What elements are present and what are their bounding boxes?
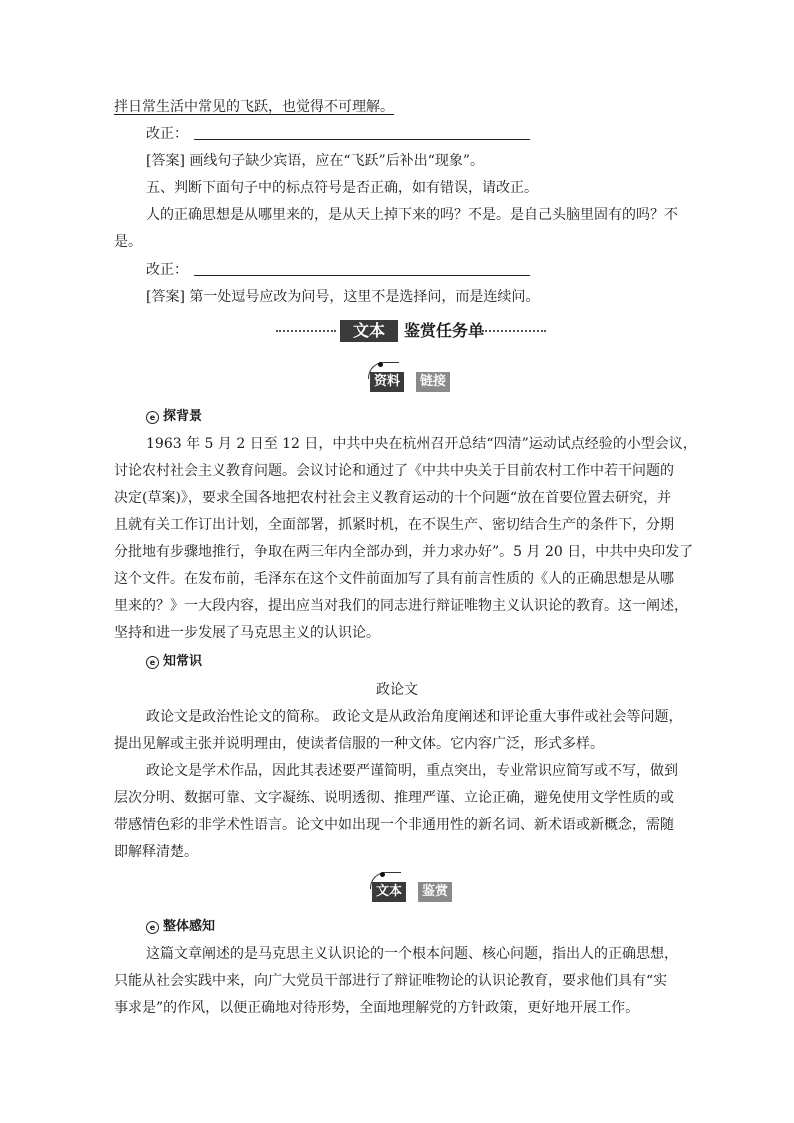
knowledge-line: 即解释清楚。	[114, 844, 198, 860]
knowledge-line: 带感情色彩的非学术性语言。论文中如出现一个非通用性的新名词、新术语或新概念，需随	[114, 817, 674, 833]
answer-text: 画线句子缺少宾语，应在“飞跃”后补出“现象”。	[189, 153, 485, 169]
section-heading-text: 鉴赏任务单	[404, 321, 485, 340]
overall-line: 这篇文章阐述的是马克思主义认识论的一个根本问题、核心问题，指出人的正确思想，	[146, 946, 678, 962]
fix-line-2	[146, 260, 530, 280]
bg-line: 讨论农村社会主义教育问题。会议讨论和通过了《中共中央关于目前农村工作中若干问题的	[114, 463, 674, 479]
subheading-background	[146, 408, 202, 426]
fix-line-1	[146, 124, 530, 144]
subheading-knowledge	[146, 653, 202, 671]
overall-line: 只能从社会实践中来，向广大党员干部进行了辩证唯物论的认识论教育，要求他们具有“实	[114, 973, 668, 989]
knowledge-line: 政论文是学术作品，因此其表述要严谨简明，重点突出，专业常识应简写或不写，做到	[146, 763, 678, 779]
bg-line: 且就有关工作订出计划，全面部署，抓紧时机，在不误生产、密切结合生产的条件下，分期	[114, 517, 674, 533]
underlined-sentence: 拌日常生活中常见的飞跃，也觉得不可理解。	[114, 99, 394, 115]
question-5-sentence-cont: 是。	[114, 234, 142, 250]
answer-blank[interactable]	[194, 125, 530, 140]
bg-line: 决定(草案)》，要求全国各地把农村社会主义教育运动的十个问题“放在首要位置去研究，并	[114, 490, 672, 506]
circle-e-icon: e	[146, 411, 159, 424]
bg-line: 1963 年 5 月 2 日至 12 日，中共中央在杭州召开总结“四清”运动试点经验的小型会议，	[146, 436, 697, 452]
knowledge-line: 政论文是政治性论文的简称。 政论文是从政治角度阐述和评论重大事件或社会等问题，	[146, 709, 683, 725]
knowledge-title: 政论文	[376, 682, 418, 698]
knowledge-line: 层次分明、数据可靠、文字凝练、说明透彻、推理严谨、立论正确，避免使用文学性质的或	[114, 790, 674, 806]
bg-line: 坚持和进一步发展了马克思主义的认识论。	[114, 625, 380, 641]
section-heading-box: 文本	[340, 320, 398, 342]
badge-part-b: 链接	[416, 372, 450, 392]
answer-text: 第一处逗号应改为问号，这里不是选择问，而是连续问。	[189, 289, 540, 305]
subheading-label: 探背景	[163, 409, 203, 424]
fix-label: 改正：	[146, 126, 188, 142]
answer-tag: [答案]	[146, 289, 185, 305]
section-heading	[276, 320, 546, 342]
answer-blank[interactable]	[194, 261, 530, 276]
question-5-sentence: 人的正确思想是从哪里来的，是从天上掉下来的吗？不是。是自己头脑里固有的吗？不	[146, 207, 678, 223]
subheading-overall	[146, 918, 215, 936]
bg-line: 这个文件。在发布前，毛泽东在这个文件前面加写了具有前言性质的《人的正确思想是从哪	[114, 571, 674, 587]
badge-part-b: 鉴赏	[418, 882, 452, 902]
subheading-label: 整体感知	[163, 919, 216, 934]
knowledge-line: 提出见解或主张并说明理由，使读者信服的一种文体。它内容广泛，形式多样。	[114, 736, 604, 752]
circle-e-icon: e	[146, 656, 159, 669]
dotted-rule-right	[482, 330, 546, 332]
circle-e-icon: e	[146, 921, 159, 934]
subheading-label: 知常识	[163, 654, 203, 669]
badge-dot-icon	[378, 362, 383, 367]
text-appreciation-badge	[372, 882, 462, 902]
bg-line: 里来的？》一大段内容，提出应当对我们的同志进行辩证唯物主义认识论的教育。这一阐述，	[114, 598, 688, 614]
answer-tag: [答案]	[146, 153, 185, 169]
fix-label: 改正：	[146, 262, 188, 278]
materials-badge	[370, 372, 462, 392]
bg-line: 分批地有步骤地推行，争取在两三年内全部办到，并力求办好”。5 月 20 日，中共中央印发了	[114, 544, 694, 560]
answer-1	[146, 151, 484, 171]
dotted-rule-left	[276, 330, 336, 332]
badge-dot-icon	[380, 872, 385, 877]
badge-part-a: 资料	[370, 372, 404, 392]
answer-2	[146, 287, 539, 307]
question-5: 五、判断下面句子中的标点符号是否正确，如有错误，请改正。	[146, 180, 538, 196]
overall-line: 事求是”的作风，以便正确地对待形势，全面地理解党的方针政策，更好地开展工作。	[114, 1000, 640, 1016]
badge-part-a: 文本	[372, 882, 406, 902]
